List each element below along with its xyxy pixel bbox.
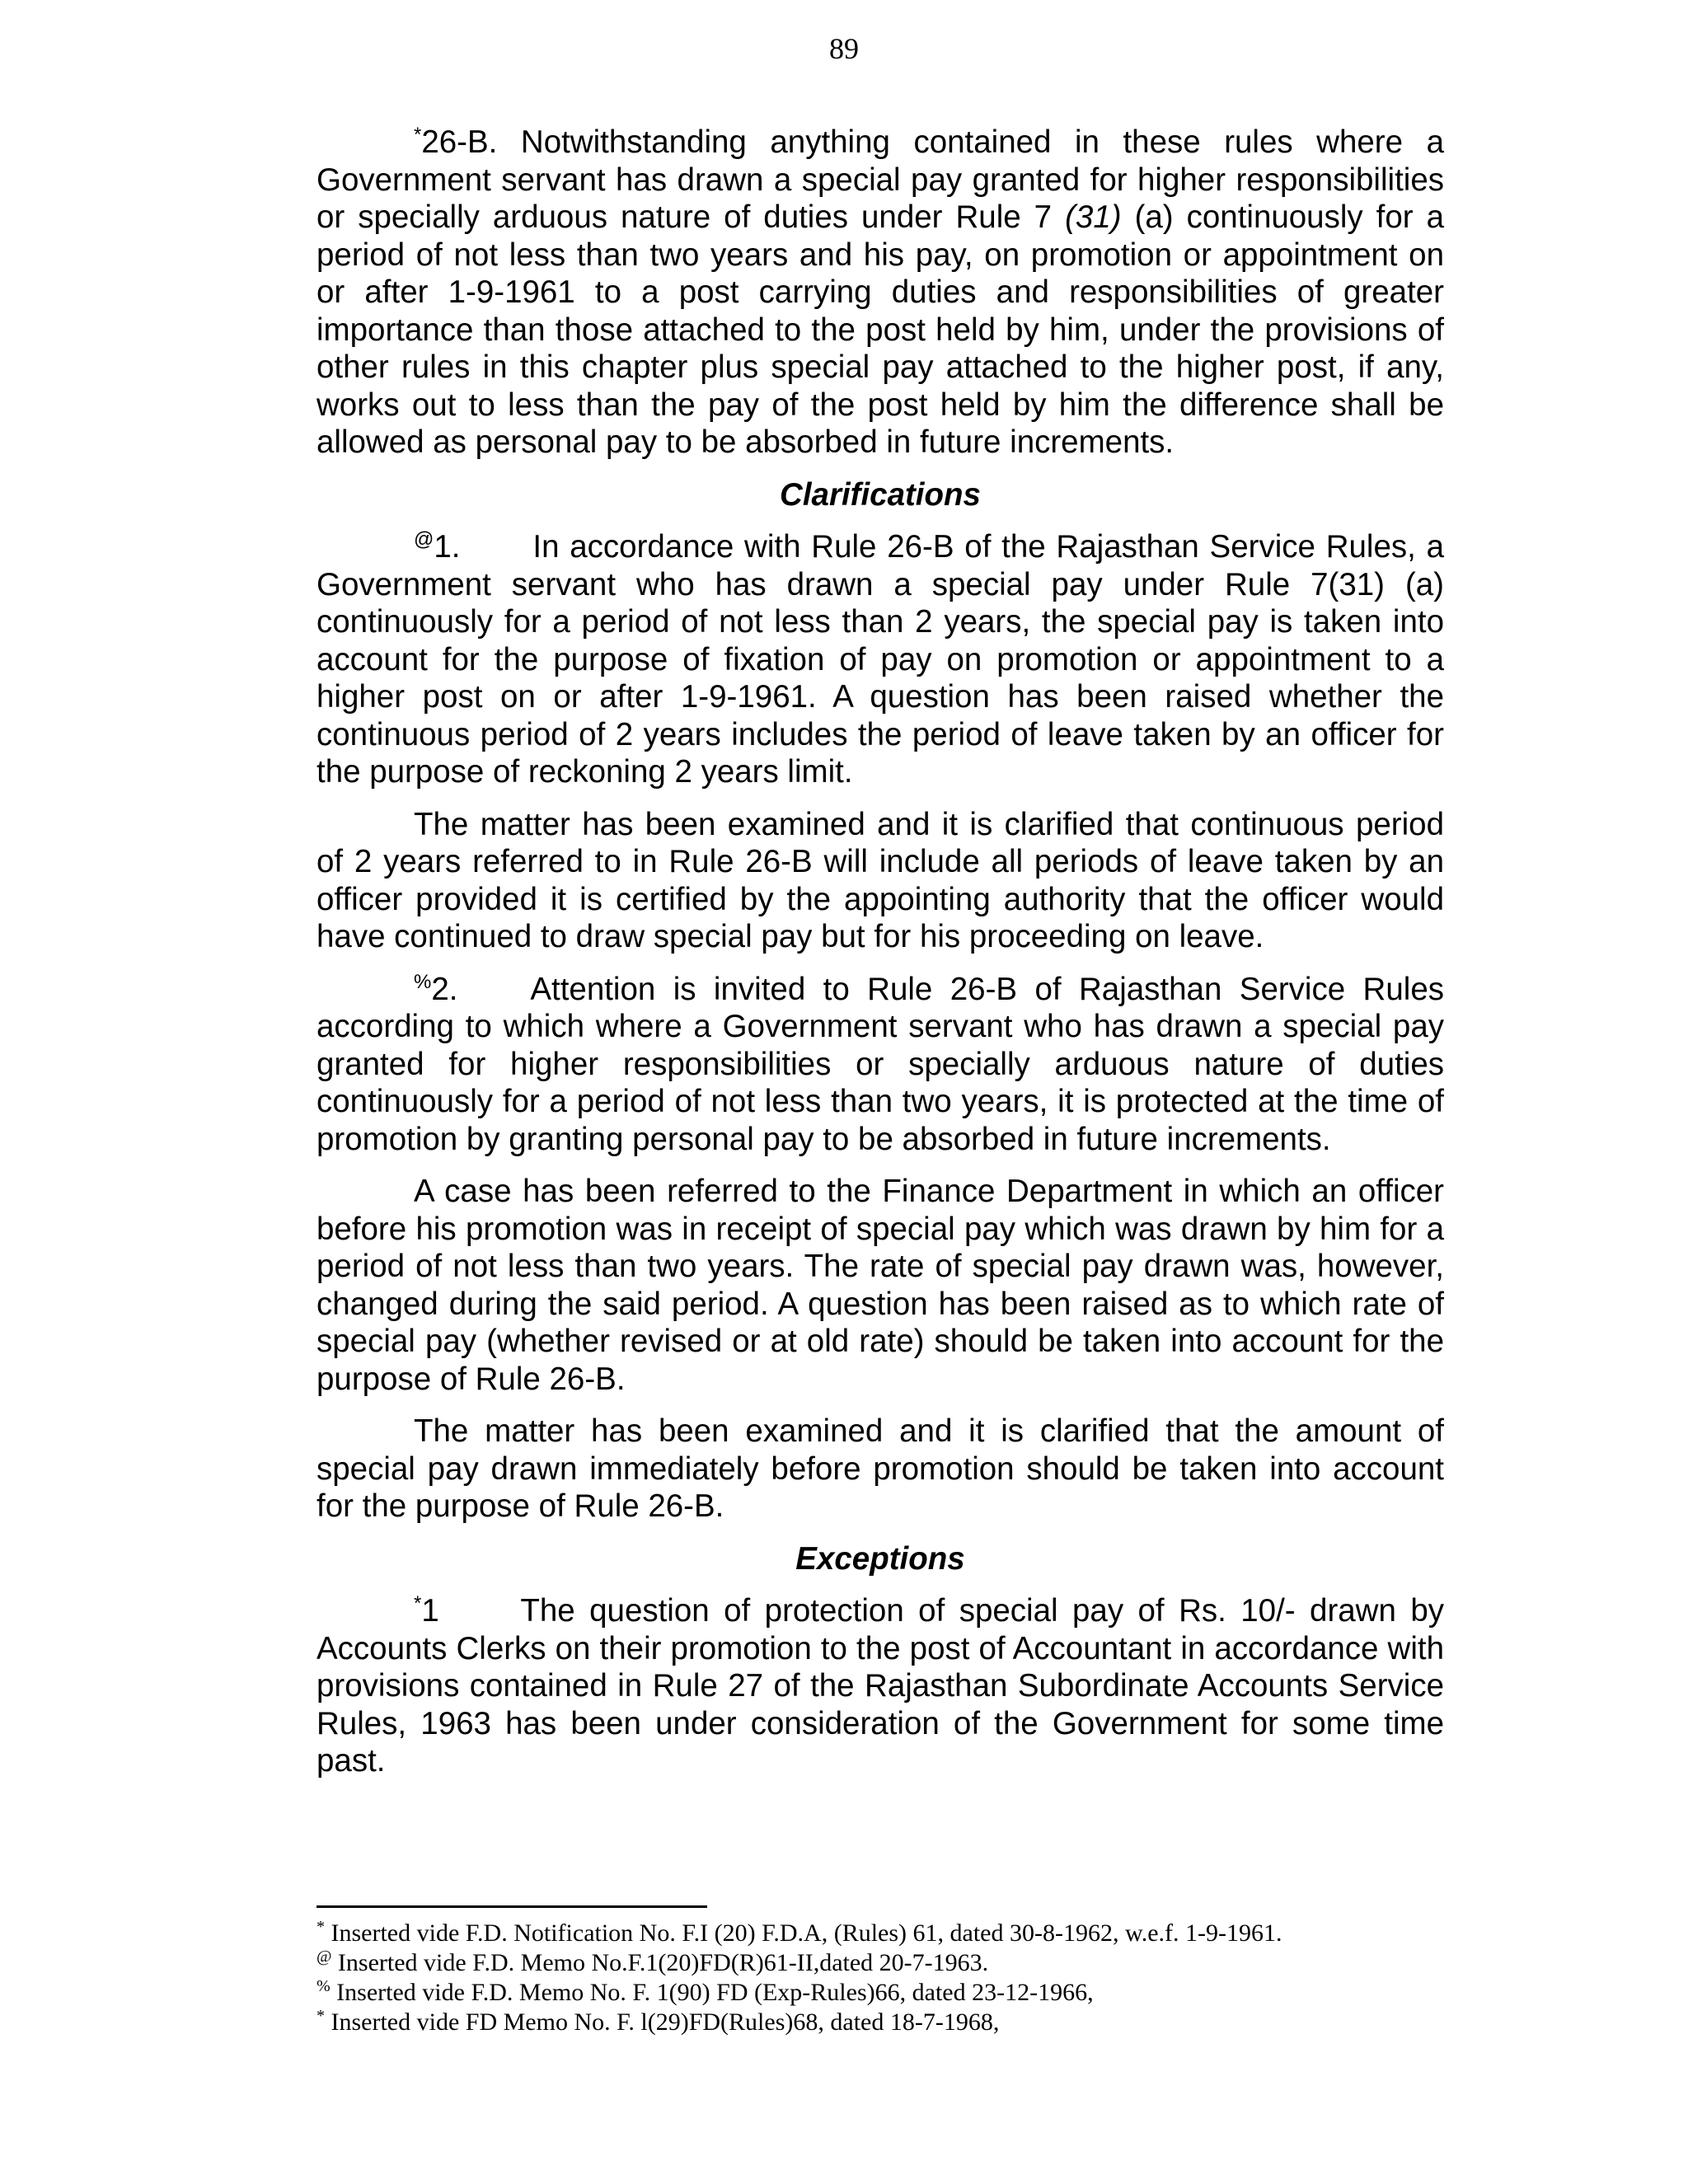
footnote-item — [316, 1919, 1470, 1948]
footnote-marker: @ — [316, 1947, 332, 1966]
rule-26b-paragraph — [316, 124, 1444, 462]
document-body — [316, 124, 1444, 1795]
item-number: 2. — [431, 971, 458, 1007]
footnote-marker: % — [316, 1977, 331, 1995]
footnote-text: Inserted vide F.D. Notification No. F.I (20) F.D.A, (Rules) 61, dated 30-8-1962, w.e.f. 1-9-1961. — [325, 1919, 1282, 1947]
footnotes — [316, 1919, 1470, 2037]
clarification-2-text: Attention is invited to Rule 26-B of Rajasthan Service Rules according to which where a Government servant who has drawn a special pay granted for higher responsibilities or specially arduous nature of duties continuously for a period of not less than two years, it is protected at the time of promotion by granting personal pay to be absorbed in future increments. — [316, 971, 1444, 1157]
clarification-1-paragraph — [316, 528, 1444, 791]
clarifications-heading: Clarifications — [780, 476, 981, 513]
clarification-1-text: In accordance with Rule 26-B of the Rajasthan Service Rules, a Government servant who has drawn a special pay under Rule 7(31) (a) continuously for a period of not less than 2 years, the special pay is taken into account for the purpose of fixation of pay on promotion or appointment to a higher post on or after 1-9-1961. A question has been raised whether the continuous period of 2 years includes the period of leave taken by an officer for the purpose of reckoning 2 years limit. — [316, 529, 1444, 790]
rule-text-end: (a) continuously for a period of not less than two years and his pay, on promotion or appointment on or after 1-9-1961 to a post carrying duties and responsibilities of greater importance than those attached to the post held by him, under the provisions of other rules in this chapter plus special pay attached to the higher post, if any, works out to less than the pay of the post held by him the difference shall be allowed as personal pay to be absorbed in future increments. — [316, 199, 1444, 460]
footnote-text: Inserted vide F.D. Memo No. F. 1(90) FD (Exp-Rules)66, dated 23-12-1966, — [330, 1979, 1094, 2006]
footnote-marker: % — [414, 970, 432, 993]
clarification-2-case: A case has been referred to the Finance Department in which an officer before his promotion was in receipt of special pay which was drawn by him for a period of not less than two years. The rate of special pay drawn was, however, changed during the said period. A question has been raised as to which rate of special pay (whether revised or at old rate) should be taken into account for the purpose of Rule 26-B. — [316, 1174, 1444, 1397]
footnote-item — [316, 1948, 1470, 1978]
clarification-2-reply: The matter has been examined and it is clarified that the amount of special pay drawn immediately before promotion should be taken into account for the purpose of Rule 26-B. — [316, 1413, 1444, 1524]
rule-text-start: 26-B. Notwithstanding anything contained in these rules where a Government servant has drawn a special pay granted for higher responsibilities or specially arduous nature of duties under Rule 7 — [316, 124, 1444, 235]
exceptions-heading: Exceptions — [795, 1540, 965, 1577]
footnote-divider — [316, 1905, 707, 1908]
item-number: 1 — [421, 1593, 439, 1629]
item-number: 1. — [434, 529, 461, 565]
exception-1-paragraph — [316, 1592, 1444, 1780]
footnote-marker: * — [316, 2007, 325, 2025]
clarification-2-paragraph — [316, 971, 1444, 1159]
rule-text-italic: (31) — [1065, 199, 1122, 235]
page-number: 89 — [829, 32, 859, 65]
footnote-item — [316, 1978, 1470, 2008]
footnote-item — [316, 2008, 1470, 2037]
footnote-marker: * — [414, 124, 422, 147]
footnote-text: Inserted vide FD Memo No. F. l(29)FD(Rules)68, dated 18-7-1968, — [325, 2008, 1000, 2036]
exception-1-text: The question of protection of special pay of Rs. 10/- drawn by Accounts Clerks on their promotion to the post of Accountant in accordance with provisions contained in Rule 27 of the Rajasthan Subordinate Accounts Service Rules, 1963 has been under consideration of the Government for some time past. — [316, 1593, 1444, 1779]
clarification-1-reply: The matter has been examined and it is clarified that continuous period of 2 years referred to in Rule 26-B will include all periods of leave taken by an officer provided it is certified by the appointing authority that the officer would have continued to draw special pay but for his proceeding on leave. — [316, 806, 1444, 954]
footnote-marker: @ — [414, 528, 434, 551]
footnote-text: Inserted vide F.D. Memo No.F.1(20)FD(R)61-II,dated 20-7-1963. — [331, 1949, 989, 1976]
footnote-marker: * — [414, 1592, 422, 1615]
footnote-marker: * — [316, 1918, 325, 1936]
